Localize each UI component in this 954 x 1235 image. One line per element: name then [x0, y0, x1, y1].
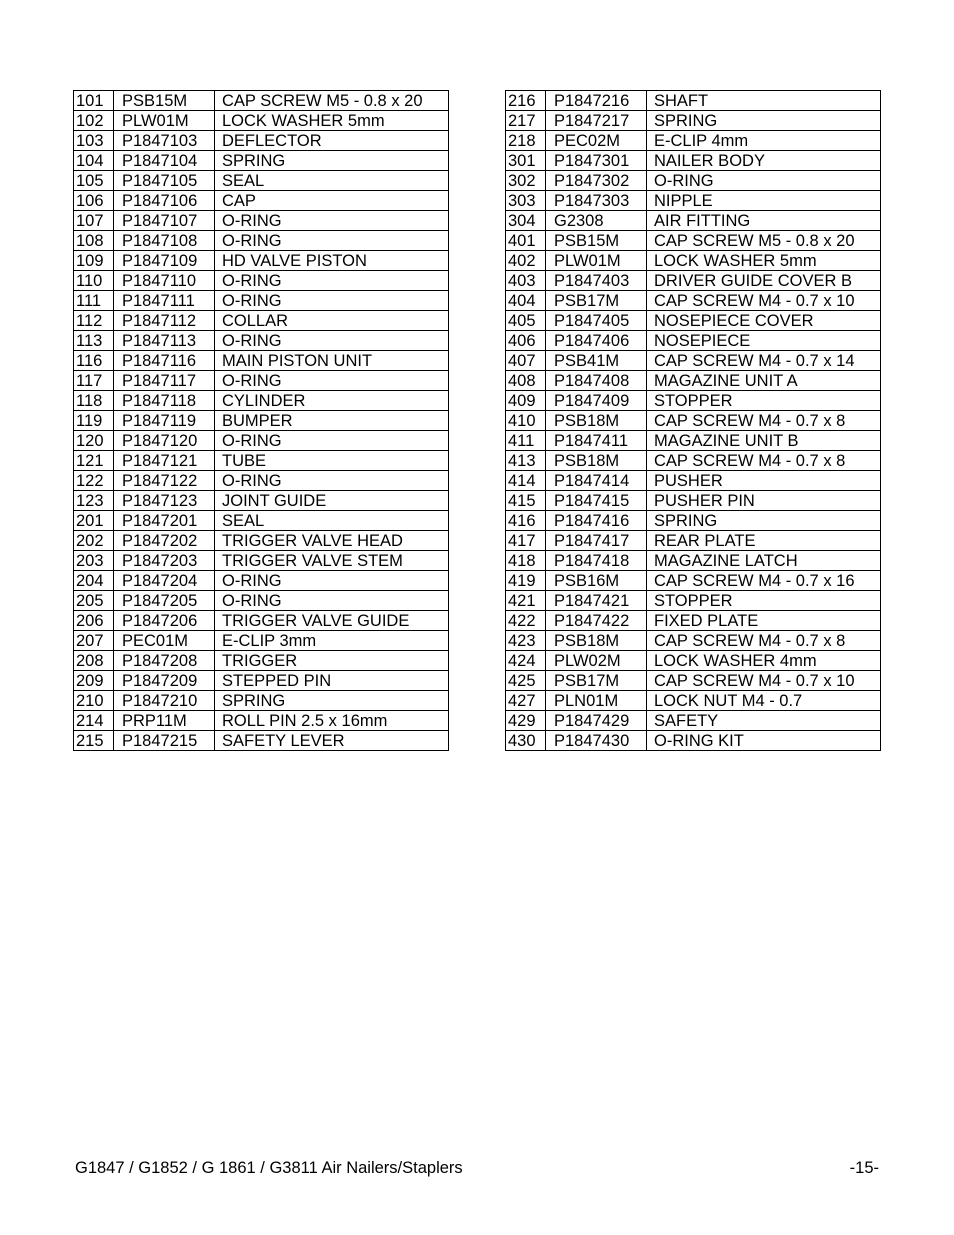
part-number-cell: P1847103: [114, 131, 215, 151]
table-row: [506, 411, 881, 431]
part-number-cell: P1847208: [114, 651, 215, 671]
description-cell: CAP SCREW M4 - 0.7 x 10: [647, 291, 881, 311]
part-number-cell: P1847119: [114, 411, 215, 431]
description-cell: SPRING: [647, 111, 881, 131]
table-row: [506, 311, 881, 331]
ref-number-cell: 103: [74, 131, 114, 151]
table-row: [506, 111, 881, 131]
part-number-cell: P1847403: [546, 271, 647, 291]
description-cell: MAGAZINE LATCH: [647, 551, 881, 571]
description-cell: SHAFT: [647, 91, 881, 111]
part-number-cell: P1847422: [546, 611, 647, 631]
part-number-cell: P1847111: [114, 291, 215, 311]
part-number-cell: P1847107: [114, 211, 215, 231]
parts-table-left-body: [74, 91, 449, 751]
part-number-cell: P1847116: [114, 351, 215, 371]
description-cell: FIXED PLATE: [647, 611, 881, 631]
description-cell: LOCK WASHER 5mm: [647, 251, 881, 271]
description-cell: REAR PLATE: [647, 531, 881, 551]
part-number-cell: P1847120: [114, 431, 215, 451]
table-row: [74, 311, 449, 331]
description-cell: CAP SCREW M4 - 0.7 x 14: [647, 351, 881, 371]
part-number-cell: P1847302: [546, 171, 647, 191]
part-number-cell: P1847409: [546, 391, 647, 411]
table-row: [74, 551, 449, 571]
description-cell: STOPPER: [647, 591, 881, 611]
table-row: [74, 491, 449, 511]
description-cell: NOSEPIECE: [647, 331, 881, 351]
ref-number-cell: 429: [506, 711, 546, 731]
table-row: [74, 271, 449, 291]
description-cell: CAP: [215, 191, 449, 211]
part-number-cell: PEC01M: [114, 631, 215, 651]
description-cell: SPRING: [215, 151, 449, 171]
table-row: [506, 331, 881, 351]
table-row: [74, 391, 449, 411]
table-row: [506, 91, 881, 111]
ref-number-cell: 205: [74, 591, 114, 611]
part-number-cell: P1847110: [114, 271, 215, 291]
part-number-cell: PLW01M: [546, 251, 647, 271]
table-row: [74, 631, 449, 651]
part-number-cell: P1847418: [546, 551, 647, 571]
ref-number-cell: 215: [74, 731, 114, 751]
description-cell: COLLAR: [215, 311, 449, 331]
ref-number-cell: 207: [74, 631, 114, 651]
ref-number-cell: 422: [506, 611, 546, 631]
ref-number-cell: 106: [74, 191, 114, 211]
description-cell: TRIGGER VALVE STEM: [215, 551, 449, 571]
table-row: [74, 251, 449, 271]
part-number-cell: P1847417: [546, 531, 647, 551]
ref-number-cell: 419: [506, 571, 546, 591]
table-row: [74, 691, 449, 711]
description-cell: SEAL: [215, 511, 449, 531]
ref-number-cell: 107: [74, 211, 114, 231]
table-row: [74, 611, 449, 631]
table-row: [74, 211, 449, 231]
table-row: [506, 131, 881, 151]
part-number-cell: P1847206: [114, 611, 215, 631]
description-cell: O-RING KIT: [647, 731, 881, 751]
ref-number-cell: 120: [74, 431, 114, 451]
description-cell: CAP SCREW M5 - 0.8 x 20: [647, 231, 881, 251]
ref-number-cell: 416: [506, 511, 546, 531]
table-row: [506, 271, 881, 291]
description-cell: LOCK WASHER 4mm: [647, 651, 881, 671]
ref-number-cell: 101: [74, 91, 114, 111]
table-row: [506, 591, 881, 611]
table-row: [74, 371, 449, 391]
ref-number-cell: 209: [74, 671, 114, 691]
ref-number-cell: 401: [506, 231, 546, 251]
part-number-cell: P1847106: [114, 191, 215, 211]
ref-number-cell: 406: [506, 331, 546, 351]
table-row: [74, 131, 449, 151]
ref-number-cell: 302: [506, 171, 546, 191]
table-row: [74, 471, 449, 491]
ref-number-cell: 217: [506, 111, 546, 131]
description-cell: O-RING: [215, 291, 449, 311]
description-cell: O-RING: [215, 271, 449, 291]
table-row: [506, 451, 881, 471]
part-number-cell: PRP11M: [114, 711, 215, 731]
part-number-cell: P1847117: [114, 371, 215, 391]
ref-number-cell: 121: [74, 451, 114, 471]
ref-number-cell: 304: [506, 211, 546, 231]
table-row: [74, 511, 449, 531]
ref-number-cell: 104: [74, 151, 114, 171]
description-cell: TRIGGER: [215, 651, 449, 671]
description-cell: BUMPER: [215, 411, 449, 431]
description-cell: LOCK NUT M4 - 0.7: [647, 691, 881, 711]
part-number-cell: P1847217: [546, 111, 647, 131]
ref-number-cell: 202: [74, 531, 114, 551]
ref-number-cell: 303: [506, 191, 546, 211]
ref-number-cell: 105: [74, 171, 114, 191]
ref-number-cell: 112: [74, 311, 114, 331]
table-row: [506, 151, 881, 171]
description-cell: NAILER BODY: [647, 151, 881, 171]
description-cell: DRIVER GUIDE COVER B: [647, 271, 881, 291]
ref-number-cell: 411: [506, 431, 546, 451]
table-row: [74, 411, 449, 431]
table-row: [506, 631, 881, 651]
table-row: [506, 351, 881, 371]
table-row: [74, 151, 449, 171]
table-row: [506, 291, 881, 311]
ref-number-cell: 206: [74, 611, 114, 631]
part-number-cell: P1847215: [114, 731, 215, 751]
part-number-cell: P1847121: [114, 451, 215, 471]
description-cell: O-RING: [215, 571, 449, 591]
part-number-cell: P1847429: [546, 711, 647, 731]
table-row: [506, 371, 881, 391]
page-number: -15-: [849, 1159, 879, 1177]
part-number-cell: P1847201: [114, 511, 215, 531]
part-number-cell: P1847416: [546, 511, 647, 531]
part-number-cell: PSB15M: [114, 91, 215, 111]
table-row: [74, 591, 449, 611]
part-number-cell: P1847405: [546, 311, 647, 331]
ref-number-cell: 418: [506, 551, 546, 571]
description-cell: CAP SCREW M4 - 0.7 x 16: [647, 571, 881, 591]
description-cell: CAP SCREW M4 - 0.7 x 8: [647, 451, 881, 471]
part-number-cell: P1847204: [114, 571, 215, 591]
table-row: [74, 451, 449, 471]
part-number-cell: PSB17M: [546, 291, 647, 311]
ref-number-cell: 407: [506, 351, 546, 371]
description-cell: O-RING: [215, 591, 449, 611]
description-cell: PUSHER: [647, 471, 881, 491]
ref-number-cell: 216: [506, 91, 546, 111]
table-row: [506, 711, 881, 731]
table-row: [506, 691, 881, 711]
description-cell: NIPPLE: [647, 191, 881, 211]
ref-number-cell: 123: [74, 491, 114, 511]
part-number-cell: P1847105: [114, 171, 215, 191]
table-row: [506, 251, 881, 271]
ref-number-cell: 117: [74, 371, 114, 391]
table-row: [506, 611, 881, 631]
part-number-cell: PLW01M: [114, 111, 215, 131]
part-number-cell: PSB18M: [546, 631, 647, 651]
table-row: [506, 231, 881, 251]
table-row: [74, 291, 449, 311]
part-number-cell: P1847430: [546, 731, 647, 751]
ref-number-cell: 402: [506, 251, 546, 271]
ref-number-cell: 116: [74, 351, 114, 371]
ref-number-cell: 430: [506, 731, 546, 751]
parts-table-right-body: [506, 91, 881, 751]
description-cell: O-RING: [215, 231, 449, 251]
part-number-cell: PEC02M: [546, 131, 647, 151]
description-cell: MAGAZINE UNIT B: [647, 431, 881, 451]
description-cell: E-CLIP 3mm: [215, 631, 449, 651]
part-number-cell: P1847122: [114, 471, 215, 491]
ref-number-cell: 113: [74, 331, 114, 351]
ref-number-cell: 404: [506, 291, 546, 311]
description-cell: O-RING: [647, 171, 881, 191]
ref-number-cell: 415: [506, 491, 546, 511]
ref-number-cell: 425: [506, 671, 546, 691]
ref-number-cell: 119: [74, 411, 114, 431]
description-cell: AIR FITTING: [647, 211, 881, 231]
description-cell: TRIGGER VALVE GUIDE: [215, 611, 449, 631]
table-row: [506, 531, 881, 551]
description-cell: CAP SCREW M4 - 0.7 x 8: [647, 411, 881, 431]
description-cell: STOPPER: [647, 391, 881, 411]
part-number-cell: P1847123: [114, 491, 215, 511]
description-cell: MAIN PISTON UNIT: [215, 351, 449, 371]
part-number-cell: P1847104: [114, 151, 215, 171]
table-row: [74, 671, 449, 691]
part-number-cell: P1847109: [114, 251, 215, 271]
part-number-cell: P1847203: [114, 551, 215, 571]
description-cell: DEFLECTOR: [215, 131, 449, 151]
part-number-cell: PLW02M: [546, 651, 647, 671]
table-row: [74, 711, 449, 731]
ref-number-cell: 218: [506, 131, 546, 151]
part-number-cell: P1847108: [114, 231, 215, 251]
description-cell: CAP SCREW M5 - 0.8 x 20: [215, 91, 449, 111]
description-cell: E-CLIP 4mm: [647, 131, 881, 151]
ref-number-cell: 423: [506, 631, 546, 651]
table-row: [74, 171, 449, 191]
part-number-cell: PSB41M: [546, 351, 647, 371]
table-row: [74, 111, 449, 131]
ref-number-cell: 210: [74, 691, 114, 711]
part-number-cell: P1847113: [114, 331, 215, 351]
ref-number-cell: 410: [506, 411, 546, 431]
table-row: [74, 91, 449, 111]
ref-number-cell: 108: [74, 231, 114, 251]
description-cell: LOCK WASHER 5mm: [215, 111, 449, 131]
ref-number-cell: 208: [74, 651, 114, 671]
part-number-cell: P1847421: [546, 591, 647, 611]
description-cell: SEAL: [215, 171, 449, 191]
ref-number-cell: 201: [74, 511, 114, 531]
part-number-cell: P1847303: [546, 191, 647, 211]
ref-number-cell: 111: [74, 291, 114, 311]
part-number-cell: P1847202: [114, 531, 215, 551]
ref-number-cell: 204: [74, 571, 114, 591]
description-cell: O-RING: [215, 371, 449, 391]
description-cell: SPRING: [647, 511, 881, 531]
ref-number-cell: 427: [506, 691, 546, 711]
description-cell: ROLL PIN 2.5 x 16mm: [215, 711, 449, 731]
part-number-cell: P1847112: [114, 311, 215, 331]
table-row: [506, 191, 881, 211]
part-number-cell: P1847210: [114, 691, 215, 711]
ref-number-cell: 102: [74, 111, 114, 131]
table-row: [506, 511, 881, 531]
parts-table-left: [73, 90, 449, 751]
description-cell: CAP SCREW M4 - 0.7 x 8: [647, 631, 881, 651]
description-cell: SAFETY LEVER: [215, 731, 449, 751]
table-row: [506, 431, 881, 451]
description-cell: O-RING: [215, 331, 449, 351]
ref-number-cell: 424: [506, 651, 546, 671]
ref-number-cell: 414: [506, 471, 546, 491]
part-number-cell: PSB16M: [546, 571, 647, 591]
part-number-cell: P1847415: [546, 491, 647, 511]
table-row: [506, 571, 881, 591]
ref-number-cell: 118: [74, 391, 114, 411]
part-number-cell: P1847406: [546, 331, 647, 351]
description-cell: O-RING: [215, 471, 449, 491]
part-number-cell: PSB18M: [546, 411, 647, 431]
table-row: [74, 191, 449, 211]
description-cell: SAFETY: [647, 711, 881, 731]
ref-number-cell: 214: [74, 711, 114, 731]
part-number-cell: PSB18M: [546, 451, 647, 471]
table-row: [506, 471, 881, 491]
ref-number-cell: 109: [74, 251, 114, 271]
description-cell: HD VALVE PISTON: [215, 251, 449, 271]
description-cell: SPRING: [215, 691, 449, 711]
part-number-cell: P1847301: [546, 151, 647, 171]
table-row: [506, 731, 881, 751]
table-row: [506, 491, 881, 511]
part-number-cell: PSB17M: [546, 671, 647, 691]
part-number-cell: G2308: [546, 211, 647, 231]
ref-number-cell: 417: [506, 531, 546, 551]
table-row: [506, 211, 881, 231]
ref-number-cell: 301: [506, 151, 546, 171]
ref-number-cell: 408: [506, 371, 546, 391]
table-row: [506, 551, 881, 571]
part-number-cell: P1847216: [546, 91, 647, 111]
ref-number-cell: 405: [506, 311, 546, 331]
description-cell: JOINT GUIDE: [215, 491, 449, 511]
parts-table-right: [505, 90, 881, 751]
description-cell: O-RING: [215, 211, 449, 231]
table-row: [74, 351, 449, 371]
footer-title: G1847 / G1852 / G 1861 / G3811 Air Nailers/Staplers: [75, 1159, 463, 1177]
part-number-cell: P1847408: [546, 371, 647, 391]
table-row: [506, 671, 881, 691]
part-number-cell: P1847411: [546, 431, 647, 451]
description-cell: STEPPED PIN: [215, 671, 449, 691]
description-cell: TUBE: [215, 451, 449, 471]
part-number-cell: P1847205: [114, 591, 215, 611]
table-row: [74, 651, 449, 671]
ref-number-cell: 403: [506, 271, 546, 291]
table-row: [74, 731, 449, 751]
table-row: [74, 331, 449, 351]
ref-number-cell: 413: [506, 451, 546, 471]
ref-number-cell: 110: [74, 271, 114, 291]
part-number-cell: P1847414: [546, 471, 647, 491]
description-cell: TRIGGER VALVE HEAD: [215, 531, 449, 551]
ref-number-cell: 409: [506, 391, 546, 411]
ref-number-cell: 122: [74, 471, 114, 491]
table-row: [506, 391, 881, 411]
description-cell: CAP SCREW M4 - 0.7 x 10: [647, 671, 881, 691]
description-cell: PUSHER PIN: [647, 491, 881, 511]
table-row: [74, 571, 449, 591]
table-row: [74, 531, 449, 551]
part-number-cell: P1847118: [114, 391, 215, 411]
description-cell: O-RING: [215, 431, 449, 451]
part-number-cell: P1847209: [114, 671, 215, 691]
part-number-cell: PSB15M: [546, 231, 647, 251]
table-row: [506, 651, 881, 671]
ref-number-cell: 421: [506, 591, 546, 611]
ref-number-cell: 203: [74, 551, 114, 571]
table-row: [74, 231, 449, 251]
description-cell: MAGAZINE UNIT A: [647, 371, 881, 391]
table-row: [74, 431, 449, 451]
description-cell: NOSEPIECE COVER: [647, 311, 881, 331]
table-row: [506, 171, 881, 191]
description-cell: CYLINDER: [215, 391, 449, 411]
part-number-cell: PLN01M: [546, 691, 647, 711]
